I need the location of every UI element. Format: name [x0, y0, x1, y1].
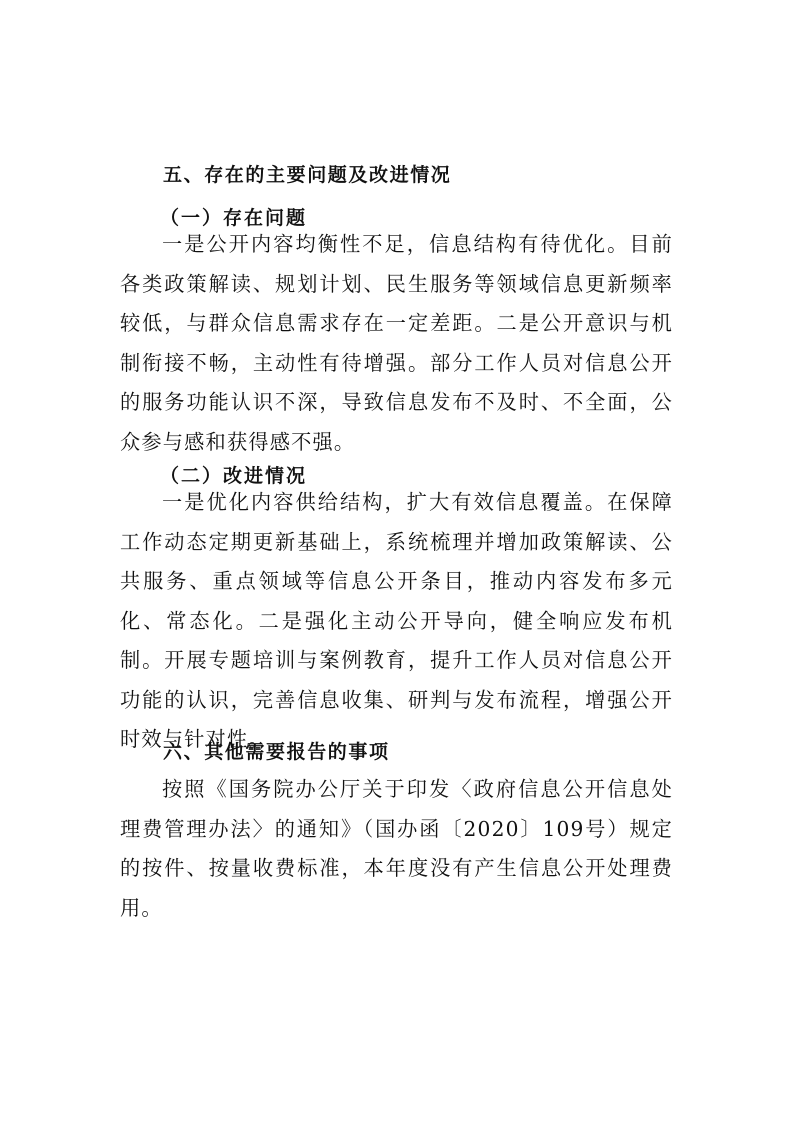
- section5-sub1-heading: （一）存在问题: [160, 207, 308, 229]
- section5-sub2-heading: （二）改进情况: [160, 465, 308, 487]
- section5-heading: 五、存在的主要问题及改进情况: [163, 164, 452, 186]
- section6-heading: 六、其他需要报告的事项: [163, 741, 390, 763]
- section5-sub1-paragraph: 一是公开内容均衡性不足，信息结构有待优化。目前各类政策解读、规划计划、民生服务等领域信息更新频率较低，与群众信息需求存在一定差距。二是公开意识与机制衔接不畅，主动性有待增强。部分工作人员对信息公开的服务功能认识不深，导致信息发布不及时、不全面，公众参与感和获得感不强。: [120, 232, 673, 454]
- section5-sub2-paragraph: 一是优化内容供给结构，扩大有效信息覆盖。在保障工作动态定期更新基础上，系统梳理并增加政策解读、公共服务、重点领域等信息公开条目，推动内容发布多元化、常态化。二是强化主动公开导向，健全响应发布机制。开展专题培训与案例教育，提升工作人员对信息公开功能的认识，完善信息收集、研判与发布流程，增强公开时效与针对性。: [120, 490, 673, 751]
- section6-paragraph: 按照《国务院办公厅关于印发〈政府信息公开信息处理费管理办法〉的通知》（国办函〔2020〕109号）规定的按件、按量收费标准，本年度没有产生信息公开处理费用。: [120, 777, 673, 920]
